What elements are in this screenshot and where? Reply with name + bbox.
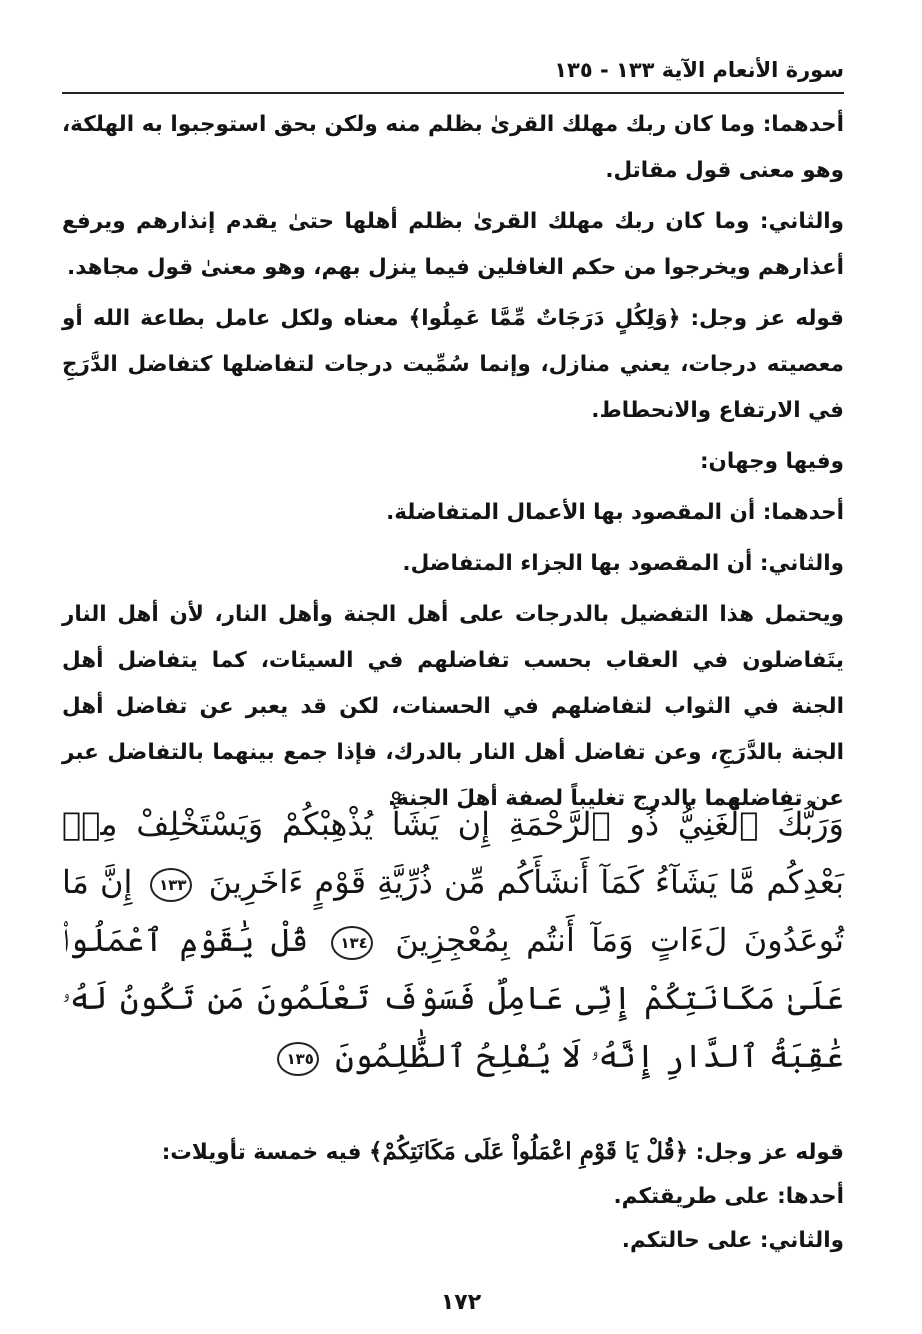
page-number: ١٧٢ — [440, 1290, 482, 1315]
commentary-quote: ﴿قُلْ يَا قَوْمِ اعْمَلُواْ عَلَى مَكَانَتِكُمْ﴾ — [369, 1138, 689, 1165]
paragraph-two-aspects: وفيها وجهان: — [699, 449, 844, 474]
running-header — [62, 52, 844, 94]
paragraph-degrees-verse: قوله عز وجل: ﴿وَلِكُلٍ دَرَجَاتٌ مِّمَّا عَمِلُوا﴾ معناه ولكل عامل بطاعة الله أو معصيته درجات، يعني منازل، وإنما سُمِّيت درجات لتفاضلها كتفاضل الدَّرَجِ في الارتفاع والانحطاط. — [62, 306, 844, 423]
verse-133: وَرَبُّكَ ٱلْغَنِيُّ ذُو ٱلرَّحْمَةِ إِن يَشَأْ يُذْهِبْكُمْ وَيَسْتَخْلِفْ مِنۢ بَعْدِكُم مَّا يَشَآءُ كَمَآ أَنشَأَكُم مِّن ذُرِّيَّةِ قَوْمٍ ءَاخَرِينَ — [62, 805, 845, 901]
verse-number-134: ١٣٤ — [331, 926, 373, 960]
paragraph-preference: ويحتمل هذا التفضيل بالدرجات على أهل الجنة وأهل النار، لأن أهل النار يتَفاضلون في العقاب بحسب تفاضلهم في السيئات، كما يتفاضل أهل الجنة في الثواب لتفاضلهم في الحسنات، لكن قد يعبر عن تفاضل أهل الجنة بالدَّرَجِ، وعن تفاضل أهل النار بالدرك، فإذا جمع بينهما بالتفاضل عبر عن تفاضلهما بالدرج تغليباً لصفة أهلَ الجنة. — [62, 602, 844, 811]
paragraph-first-reading: أحدهما: وما كان ربك مهلك القرىٰ بظلم منه ولكن بحق استوجبوا به الهلكة، وهو معنى قول مقاتل. — [62, 112, 844, 183]
paragraph-aspect-two: والثاني: أن المقصود بها الجزاء المتفاضل. — [402, 551, 844, 576]
verse-number-133: ١٣٣ — [150, 868, 192, 902]
verse-135: قُلْ يَٰقَوْمِ ٱعْمَلُوا۟ عَلَىٰ مَكَانَتِكُمْ إِنِّى عَامِلٌ فَسَوْفَ تَعْلَمُونَ مَن تَكُونُ لَهُۥ عَٰقِبَةُ ٱلدَّارِ إِنَّهُۥ لَا يُفْلِحُ ٱلظَّٰلِمُونَ — [62, 921, 844, 1075]
commentary-intro: قوله عز وجل: — [695, 1140, 844, 1165]
header-title: سورة الأنعام الآية ١٣٣ - ١٣٥ — [554, 58, 844, 82]
verse-commentary — [62, 1130, 844, 1263]
commentary-tail: فيه خمسة تأويلات: — [161, 1140, 362, 1165]
paragraph-second-reading: والثاني: وما كان ربك مهلك القرىٰ بظلم أهلها حتىٰ يقدم إنذارهم ويرفع أعذارهم ويخرجوا من حكم الغافلين فيما ينزل بهم، وهو معنىٰ قول مجاهد. — [62, 209, 844, 280]
commentary-intro-line — [62, 1130, 844, 1175]
quran-verses-block — [62, 795, 844, 1085]
verse-number-135: ١٣٥ — [277, 1042, 319, 1076]
paragraph-aspect-one: أحدهما: أن المقصود بها الأعمال المتفاضلة. — [386, 500, 844, 525]
verse-134: إِنَّ مَا تُوعَدُونَ لَءَاتٍ وَمَآ أَنتُم بِمُعْجِزِينَ — [62, 863, 845, 959]
interpretation-one: أحدها: على طريقتكم. — [613, 1184, 844, 1209]
commentary-body — [62, 102, 844, 827]
interpretation-two: والثاني: على حالتكم. — [621, 1228, 844, 1253]
